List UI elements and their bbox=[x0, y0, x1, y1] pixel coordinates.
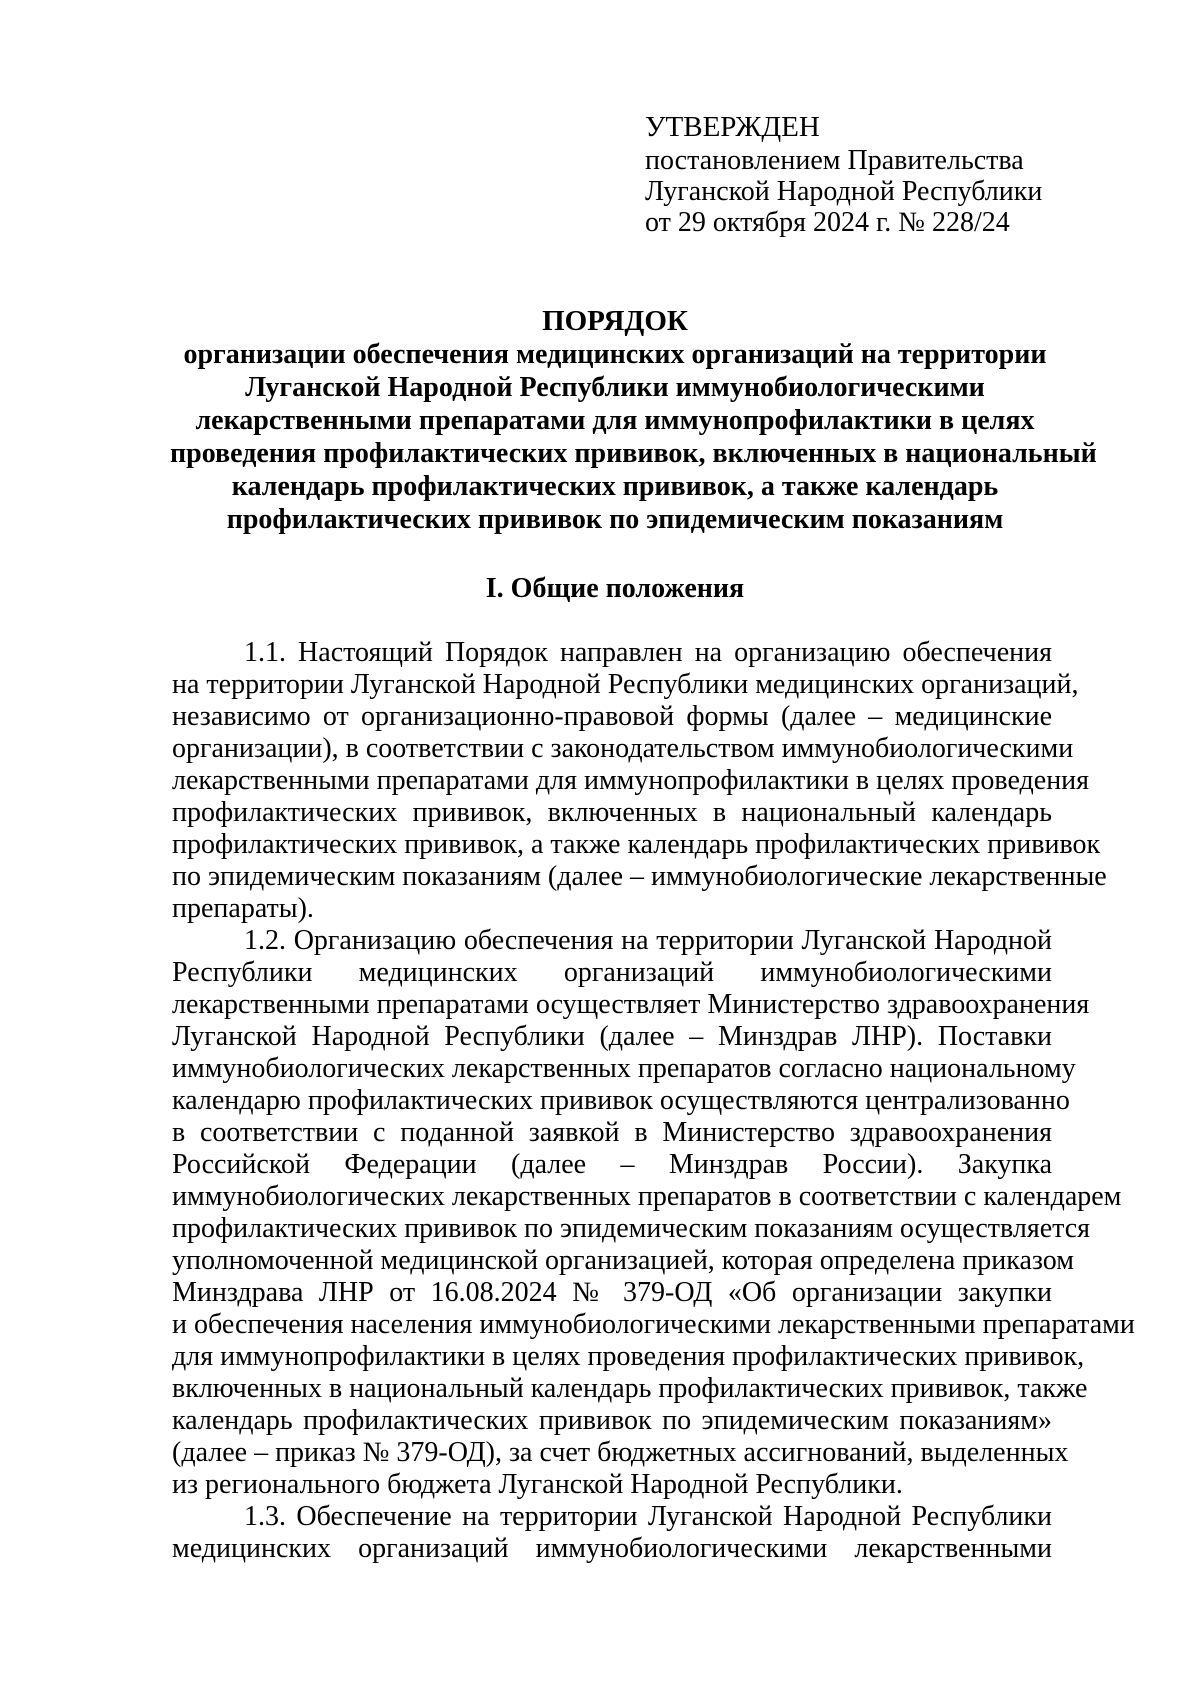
document-body bbox=[172, 637, 1135, 1565]
paragraph-line: медицинских организаций иммунобиологическими лекарственными bbox=[172, 1533, 1052, 1564]
paragraph-line: уполномоченной медицинской организацией, которая определена приказом bbox=[172, 1245, 1074, 1276]
paragraph-line: 1.1. Настоящий Порядок направлен на организацию обеспечения bbox=[244, 637, 1052, 668]
paragraph-line: Российской Федерации (далее – Минздрав России). Закупка bbox=[172, 1149, 1052, 1180]
paragraph-line: лекарственными препаратами для иммунопрофилактики в целях проведения bbox=[172, 765, 1090, 796]
paragraph-line: Луганской Народной Республики (далее – Минздрав ЛНР). Поставки bbox=[172, 1021, 1052, 1052]
paragraph-line: профилактических прививок, включенных в национальный календарь bbox=[172, 797, 1052, 828]
paragraph-line: независимо от организационно-правовой формы (далее – медицинские bbox=[172, 701, 1052, 732]
paragraph-line: Республики медицинских организаций иммунобиологическими bbox=[172, 957, 1052, 988]
paragraph-line: препараты). bbox=[172, 893, 314, 924]
paragraph-line: в соответствии с поданной заявкой в Министерство здравоохранения bbox=[172, 1117, 1052, 1148]
paragraph-1-1 bbox=[172, 637, 1107, 925]
paragraph-line: (далее – приказ № 379-ОД), за счет бюджетных ассигнований, выделенных bbox=[172, 1437, 1069, 1468]
subtitle-line: профилактических прививок по эпидемическим показаниям bbox=[226, 504, 1004, 535]
paragraph-line: Минздрава ЛНР от 16.08.2024 № 379-ОД «Об организации закупки bbox=[172, 1277, 1052, 1308]
document-heading: ПОРЯДОК bbox=[542, 305, 688, 337]
approval-stamp: УТВЕРЖДЕН bbox=[645, 111, 820, 143]
paragraph-1-3 bbox=[172, 1501, 1052, 1565]
paragraph-line: 1.2. Организацию обеспечения на территории Луганской Народной bbox=[244, 925, 1052, 956]
paragraph-line: организации), в соответствии с законодательством иммунобиологическими bbox=[172, 733, 1074, 764]
paragraph-line: профилактических прививок по эпидемическим показаниям осуществляется bbox=[172, 1213, 1091, 1244]
section-heading: I. Общие положения bbox=[485, 573, 745, 604]
document-title bbox=[170, 305, 1097, 536]
subtitle-line: Луганской Народной Республики иммунобиологическими bbox=[245, 372, 985, 403]
paragraph-line: для иммунопрофилактики в целях проведения профилактических прививок, bbox=[172, 1341, 1085, 1372]
paragraph-line: иммунобиологических лекарственных препаратов в соответствии с календарем bbox=[172, 1181, 1122, 1212]
subtitle-line: организации обеспечения медицинских организаций на территории bbox=[183, 339, 1047, 370]
paragraph-line: профилактических прививок, а также календарь профилактических прививок bbox=[172, 829, 1101, 860]
paragraph-line: лекарственными препаратами осуществляет Министерство здравоохранения bbox=[172, 989, 1090, 1020]
paragraph-line: 1.3. Обеспечение на территории Луганской Народной Республики bbox=[244, 1501, 1052, 1532]
paragraph-line: на территории Луганской Народной Республики медицинских организаций, bbox=[172, 669, 1079, 700]
approval-block bbox=[645, 112, 1165, 238]
paragraph-line: календарь профилактических прививок по эпидемическим показаниям» bbox=[172, 1405, 1052, 1436]
approval-line-2: Луганской Народной Республики bbox=[645, 176, 1043, 207]
approval-line-3: от 29 октября 2024 г. № 228/24 bbox=[645, 207, 1010, 238]
paragraph-line: календарю профилактических прививок осуществляются централизованно bbox=[172, 1085, 1070, 1116]
paragraph-line: из регионального бюджета Луганской Народной Республики. bbox=[172, 1469, 903, 1500]
paragraph-line: по эпидемическим показаниям (далее – иммунобиологические лекарственные bbox=[172, 861, 1107, 892]
subtitle-line: проведения профилактических прививок, включенных в национальный bbox=[170, 438, 1097, 469]
document-subtitle bbox=[170, 338, 1097, 536]
paragraph-line: иммунобиологических лекарственных препаратов согласно национальному bbox=[172, 1053, 1076, 1084]
subtitle-line: лекарственными препаратами для иммунопрофилактики в целях bbox=[195, 405, 1035, 436]
subtitle-line: календарь профилактических прививок, а также календарь bbox=[231, 471, 999, 502]
approval-line-1: постановлением Правительства bbox=[645, 145, 1024, 176]
paragraph-line: включенных в национальный календарь профилактических прививок, также bbox=[172, 1373, 1088, 1404]
paragraph-line: и обеспечения населения иммунобиологическими лекарственными препаратами bbox=[172, 1309, 1135, 1340]
paragraph-1-2 bbox=[172, 925, 1135, 1501]
